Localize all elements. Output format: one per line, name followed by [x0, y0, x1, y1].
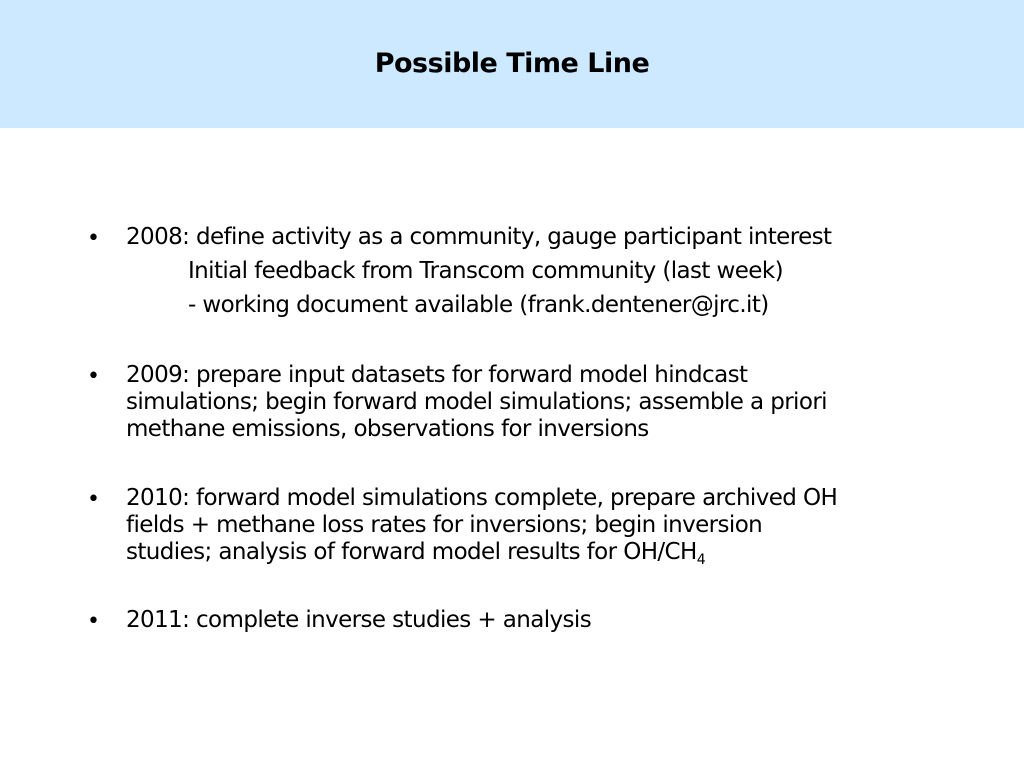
bullet-line: fields + methane loss rates for inversions; begin inversion [126, 512, 763, 538]
bullet-line: 2009: prepare input datasets for forward model hindcast [126, 362, 748, 388]
bullet-text [126, 485, 966, 566]
bullet-line-with-subscript [126, 539, 966, 566]
bullet-dot: • [87, 364, 100, 389]
sub-line: - working document available (frank.dentener@jrc.it) [188, 292, 769, 318]
slide-title: Possible Time Line [374, 48, 650, 79]
bullet-dot: • [87, 226, 100, 251]
bullet-line: methane emissions, observations for inversions [126, 416, 649, 442]
bullet-line: 2008: define activity as a community, gauge participant interest [126, 224, 832, 250]
bullet-line: 2010: forward model simulations complete, prepare archived OH [126, 485, 838, 511]
bullet-text [126, 362, 966, 443]
bullet-dot: • [87, 487, 100, 512]
bullet-text [126, 607, 966, 634]
bullet-line: simulations; begin forward model simulations; assemble a priori [126, 389, 827, 415]
subscript: 4 [696, 552, 706, 568]
bullet-line-text: studies; analysis of forward model results for OH/CH [126, 539, 697, 565]
bullet-dot: • [87, 609, 100, 634]
title-band [0, 0, 1024, 128]
sub-line: Initial feedback from Transcom community (last week) [188, 258, 783, 284]
bullet-line: 2011: complete inverse studies + analysis [126, 607, 592, 633]
bullet-text [126, 224, 966, 251]
